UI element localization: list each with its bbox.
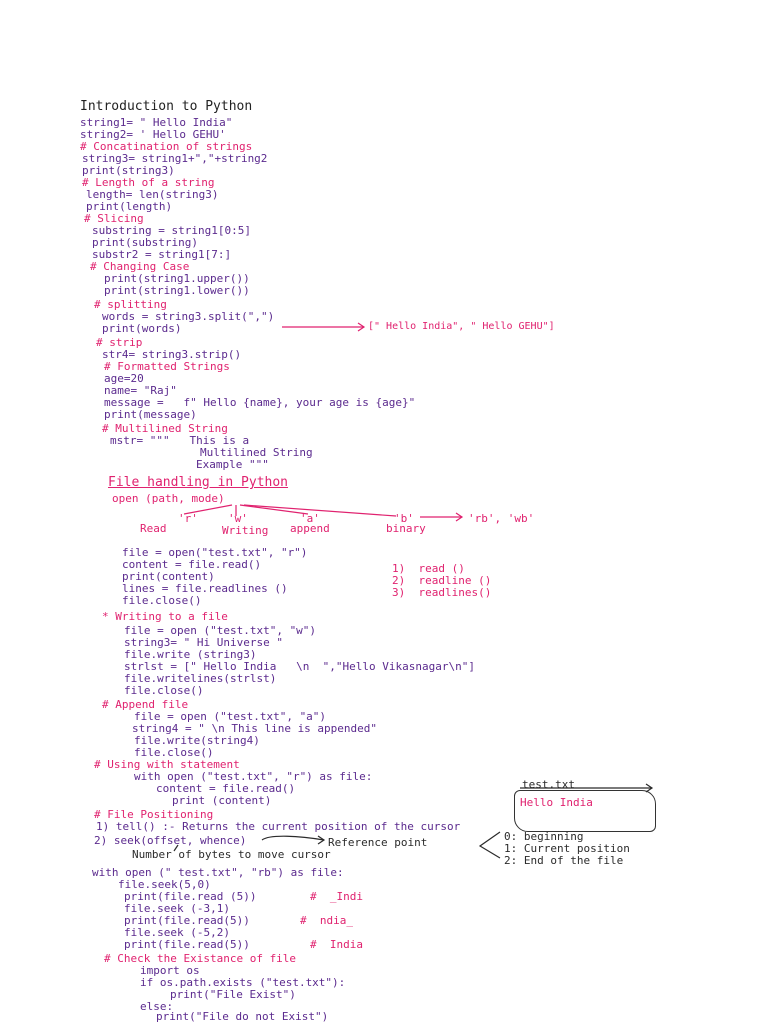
section-heading: # File Positioning bbox=[94, 808, 214, 821]
code-line: print(string1.lower()) bbox=[104, 284, 250, 297]
mode-a: 'a' bbox=[300, 512, 320, 525]
section-heading: # Changing Case bbox=[90, 260, 190, 273]
whence-option: 2: End of the file bbox=[504, 854, 624, 867]
code-line: file = open ("test.txt", "w") bbox=[124, 624, 317, 637]
code-line: string4 = " \n This line is appended" bbox=[132, 722, 378, 735]
code-line: Multilined String bbox=[200, 446, 313, 459]
code-line: print(file.read(5)) bbox=[124, 938, 250, 951]
code-line: print("File do not Exist") bbox=[156, 1010, 329, 1023]
code-line: print(file.read (5)) bbox=[124, 890, 257, 903]
code-line: print(string3) bbox=[82, 164, 175, 177]
file-handling-heading: File handling in Python bbox=[108, 475, 289, 490]
code-line: file.close() bbox=[124, 684, 204, 697]
code-line: string3= " Hi Universe " bbox=[124, 636, 283, 649]
code-line: mstr= """ This is a bbox=[110, 434, 250, 447]
code-line: file.seek(5,0) bbox=[118, 878, 211, 891]
code-line: else: bbox=[140, 1000, 174, 1013]
code-line: name= "Raj" bbox=[104, 384, 177, 397]
code-line: message = f" Hello {name}, your age is {age}" bbox=[104, 396, 416, 409]
code-line: file.write(string4) bbox=[134, 734, 260, 747]
mode-r: 'r' bbox=[178, 512, 198, 525]
code-line: file = open ("test.txt", "a") bbox=[134, 710, 327, 723]
code-line: file.writelines(strlst) bbox=[124, 672, 277, 685]
code-line: content = file.read() bbox=[156, 782, 296, 795]
code-line: print(substring) bbox=[92, 236, 198, 249]
code-line: words = string3.split(",") bbox=[102, 310, 275, 323]
split-result: [" Hello India", " Hello GEHU"] bbox=[368, 321, 555, 332]
code-line: length= len(string3) bbox=[86, 188, 219, 201]
section-heading: # Length of a string bbox=[82, 176, 215, 189]
code-line: file = open("test.txt", "r") bbox=[122, 546, 308, 559]
label-binary: binary bbox=[386, 522, 426, 535]
section-heading: # Concatination of strings bbox=[80, 140, 253, 153]
code-line: if os.path.exists ("test.txt"): bbox=[140, 976, 346, 989]
mode-rb-wb: 'rb', 'wb' bbox=[468, 512, 535, 525]
bytes-label: Number of bytes to move cursor bbox=[132, 848, 331, 861]
mode-w: 'w' bbox=[228, 512, 248, 525]
whence-option: 0: beginning bbox=[504, 830, 584, 843]
code-line: print(message) bbox=[104, 408, 197, 421]
whence-arrow bbox=[262, 836, 324, 840]
section-heading: # strip bbox=[96, 336, 143, 349]
reference-point-label: Reference point bbox=[328, 836, 428, 849]
offset-arrow bbox=[174, 845, 178, 851]
code-comment: # ndia_ bbox=[300, 914, 353, 927]
code-line: 2) seek(offset, whence) bbox=[94, 834, 247, 847]
section-heading: # Check the Existance of file bbox=[104, 952, 297, 965]
whence-brace bbox=[480, 832, 500, 858]
section-heading: # Slicing bbox=[84, 212, 144, 225]
code-line: str4= string3.strip() bbox=[102, 348, 242, 361]
mode-branch bbox=[184, 505, 232, 514]
whence-option: 1: Current position bbox=[504, 842, 630, 855]
label-writing: Writing bbox=[222, 524, 269, 537]
file-box-text: Hello India bbox=[520, 796, 593, 809]
read-method: 3) readlines() bbox=[392, 586, 492, 599]
code-line: import os bbox=[140, 964, 200, 977]
code-line: Example """ bbox=[196, 458, 269, 471]
code-line: lines = file.readlines () bbox=[122, 582, 288, 595]
code-line: print (content) bbox=[172, 794, 272, 807]
section-heading: # splitting bbox=[94, 298, 167, 311]
code-line: file.write (string3) bbox=[124, 648, 257, 661]
code-comment: # India bbox=[310, 938, 363, 951]
code-line: file.seek (-3,1) bbox=[124, 902, 230, 915]
section-heading: # Formatted Strings bbox=[104, 360, 230, 373]
code-line: string3= string1+","+string2 bbox=[82, 152, 268, 165]
code-line: file.close() bbox=[122, 594, 202, 607]
section-heading: * Writing to a file bbox=[102, 610, 228, 623]
mode-branch bbox=[244, 505, 396, 516]
mode-b: 'b' bbox=[394, 512, 414, 525]
mode-branch bbox=[240, 505, 308, 514]
code-line: substring = string1[0:5] bbox=[92, 224, 251, 237]
code-line: with open (" test.txt", "rb") as file: bbox=[92, 866, 344, 879]
code-line: print(string1.upper()) bbox=[104, 272, 250, 285]
page-title: Introduction to Python bbox=[80, 99, 253, 114]
code-line: print(content) bbox=[122, 570, 215, 583]
code-line: content = file.read() bbox=[122, 558, 262, 571]
section-heading: # Append file bbox=[102, 698, 189, 711]
label-append: append bbox=[290, 522, 330, 535]
code-line: string1= " Hello India" bbox=[80, 116, 233, 129]
code-line: strlst = [" Hello India \n ","Hello Vikasnagar\n"] bbox=[124, 660, 475, 673]
section-heading: # Using with statement bbox=[94, 758, 240, 771]
code-line: file.seek (-5,2) bbox=[124, 926, 230, 939]
read-method: 2) readline () bbox=[392, 574, 492, 587]
code-line: print(words) bbox=[102, 322, 182, 335]
code-line: age=20 bbox=[104, 372, 144, 385]
code-line: substr2 = string1[7:] bbox=[92, 248, 232, 261]
code-line: print(length) bbox=[86, 200, 173, 213]
code-line: string2= ' Hello GEHU' bbox=[80, 128, 226, 141]
code-line: print("File Exist") bbox=[170, 988, 296, 1001]
label-read: Read bbox=[140, 522, 167, 535]
open-syntax: open (path, mode) bbox=[112, 492, 225, 505]
file-box-title: test.txt bbox=[522, 778, 575, 791]
code-line: print(file.read(5)) bbox=[124, 914, 250, 927]
code-line: with open ("test.txt", "r") as file: bbox=[134, 770, 373, 783]
code-comment: # _Indi bbox=[310, 890, 363, 903]
read-method: 1) read () bbox=[392, 562, 465, 575]
code-line: 1) tell() :- Returns the current position of the cursor bbox=[96, 820, 461, 833]
code-line: file.close() bbox=[134, 746, 214, 759]
section-heading: # Multilined String bbox=[102, 422, 228, 435]
